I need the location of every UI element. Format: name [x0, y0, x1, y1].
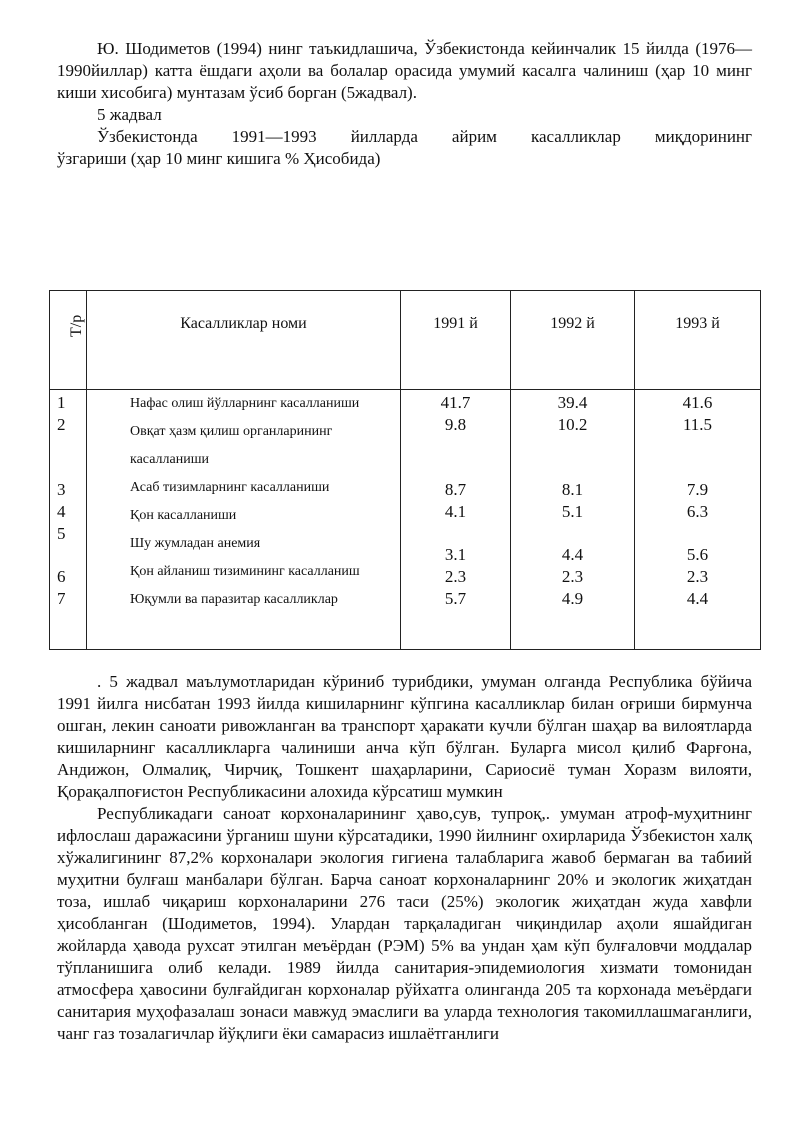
table-title [57, 126, 752, 170]
row-number: 1 [57, 393, 66, 412]
row-number: 7 [57, 589, 66, 608]
header-number-cell [50, 291, 87, 390]
value-1992: 39.4 [557, 393, 588, 412]
value-1992: 10.2 [557, 415, 588, 434]
row-number: 6 [57, 567, 66, 586]
table-title-line-1: Ўзбекистонда 1991—1993 йилларда айрим касалликлар миқдорининг [97, 127, 752, 146]
value-1993: 4.4 [686, 589, 709, 608]
values-1993-cell [635, 390, 761, 650]
disease-table [49, 290, 761, 650]
row-number: 3 [57, 480, 66, 499]
values-1991-cell [401, 390, 511, 650]
table-header-row [50, 291, 761, 390]
value-1993: 5.6 [686, 545, 709, 564]
paragraph-2: . 5 жадвал маълумотларидан кўриниб турибдики, умуман олганда Республика бўйича 1991 йилга нисбатан 1993 йилда кишиларнинг кўпгина касалликлар билан оғриши бирмунча ошган, лекин саноати ривожланган ва транспорт ҳаракати кучли бўлган шаҳар ва вилоятларда кишиларнинг касалликларга чалиниши анча кўп бўлган. Буларга мисол қилиб Фарғона, Андижон, Олмалиқ, Чирчиқ, Тошкент шаҳарларини, Сариосиё туман Хоразм вилояти, Қорақалпоғистон Республикасини алохида кўрсатиш мумкин [57, 672, 752, 801]
disease-line: Қон айланиш тизимининг касалланиш [130, 564, 360, 579]
row-number: 5 [57, 524, 66, 543]
value-1991: 8.7 [444, 480, 467, 499]
header-year-1993: 1993 й [635, 291, 761, 390]
table-title-line-2: ўзгариши (ҳар 10 минг кишига % Ҳисобида) [57, 149, 381, 168]
value-1991: 4.1 [444, 502, 467, 521]
header-year-1991: 1991 й [401, 291, 511, 390]
value-1993: 6.3 [686, 502, 709, 521]
value-1992: 8.1 [561, 480, 584, 499]
disease-line: Қон касалланиши [130, 508, 237, 523]
paragraph-3: Республикадаги саноат корхоналарининг ҳаво,сув, тупроқ,. умуман атроф-муҳитнинг ифлослаш даражасини ўрганиш шуни кўрсатадики, 1990 йилнинг охирларида Ўзбекистон халқ хўжалигининг 87,2% корхоналари экология гигиена талабларига жавоб бермаган ва табиий муҳитни булғаш манбалари бўлган. Барча саноат корхоналарнинг 20% и экологик жиҳатдан тоза, ишлаб чиқариш корхоналарини 276 таси (25%) экологик жиҳатдан жуда хавфли ҳисобланган (Шодиметов, 1994). Улардан тарқаладиган чиқиндилар аҳоли яшайдиган жойларда ҳавода рухсат этилган меъёрдан (РЭМ) 5% ва ундан ҳам кўп булғаловчи моддалар тўпланишига олиб келади. 1989 йилда санитария-эпидемиология хизмати томонидан атмосфера ҳавосини булғайдиган корхоналар рўйхатга олинганда 205 та корхонада меъёрдаги санитария муҳофазалаш зонаси мавжуд эмаслиги ва уларда технология такомиллашмаганлиги, чанг газ тозалагичлар йўқлиги ёки самарасиз ишлаётганлиги [57, 804, 752, 1043]
disease-line: касалланиши [130, 452, 209, 467]
header-name: Касалликлар номи [87, 291, 401, 390]
value-1992: 4.9 [561, 589, 584, 608]
value-1993: 2.3 [686, 567, 709, 586]
value-1991: 3.1 [444, 545, 467, 564]
row-numbers-cell [50, 390, 87, 650]
table-body-row [50, 390, 761, 650]
disease-line: Асаб тизимларнинг касалланиши [130, 480, 330, 495]
value-1991: 2.3 [444, 567, 467, 586]
body-text [57, 671, 752, 1045]
disease-line: Шу жумладан анемия [130, 536, 261, 551]
row-number: 4 [57, 502, 66, 521]
table-number: 5 жадвал [97, 105, 162, 124]
value-1992: 4.4 [561, 545, 584, 564]
header-year-1992: 1992 й [511, 291, 635, 390]
intro-paragraph: Ю. Шодиметов (1994) нинг таъкидлашича, Ўзбекистонда кейинчалик 15 йилда (1976—1990йиллар) катта ёшдаги аҳоли ва болалар орасида умумий касалга чалиниш (ҳар 10 минг киши хисобига) мунтазам ўсиб борган (5жадвал). [57, 39, 752, 102]
value-1992: 5.1 [561, 502, 584, 521]
value-1991: 5.7 [444, 589, 467, 608]
value-1991: 41.7 [440, 393, 471, 412]
value-1993: 41.6 [682, 393, 713, 412]
disease-names-cell [87, 390, 401, 650]
disease-line: Юқумли ва паразитар касалликлар [130, 592, 338, 607]
value-1993: 11.5 [682, 415, 713, 434]
value-1991: 9.8 [444, 415, 467, 434]
disease-line: Овқат ҳазм қилиш органларининг [130, 424, 333, 439]
values-1992-cell [511, 390, 635, 650]
value-1992: 2.3 [561, 567, 584, 586]
header-number: Т/р [68, 314, 85, 337]
row-number: 2 [57, 415, 66, 434]
disease-line: Нафас олиш йўлларнинг касалланиши [130, 396, 360, 411]
value-1993: 7.9 [686, 480, 709, 499]
